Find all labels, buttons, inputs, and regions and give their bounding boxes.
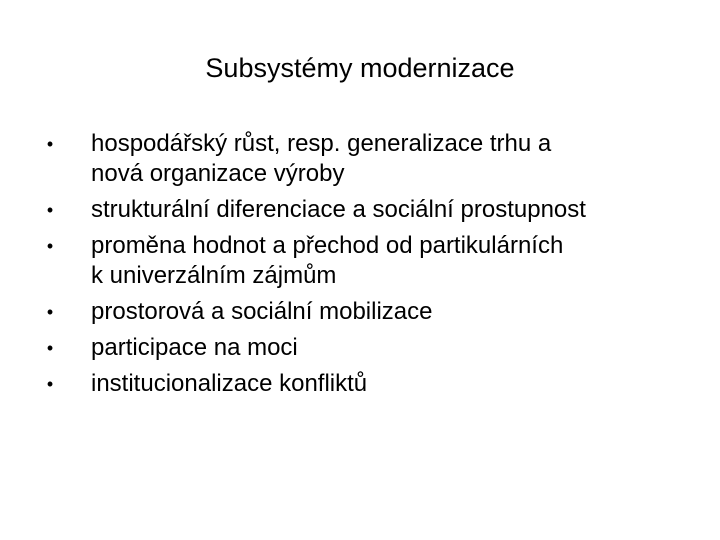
bullet-text: strukturální diferenciace a sociální prostupnost bbox=[91, 196, 586, 223]
bullet-text: proměna hodnot a přechod od partikulárních k univerzálním zájmům bbox=[91, 232, 564, 289]
bullet-item bbox=[0, 129, 720, 189]
bullet-icon: • bbox=[46, 374, 54, 394]
bullet-text: prostorová a sociální mobilizace bbox=[91, 298, 433, 325]
bullet-text: institucionalizace konfliktů bbox=[91, 370, 368, 397]
bullet-item bbox=[0, 297, 720, 327]
bullet-list bbox=[0, 129, 720, 405]
bullet-icon: • bbox=[46, 134, 54, 154]
bullet-item bbox=[0, 333, 720, 363]
slide-title: Subsystémy modernizace bbox=[205, 53, 515, 83]
bullet-item bbox=[0, 369, 720, 399]
bullet-icon: • bbox=[46, 338, 54, 358]
bullet-text: hospodářský růst, resp. generalizace trhu a nová organizace výroby bbox=[91, 130, 552, 187]
bullet-icon: • bbox=[46, 302, 54, 322]
bullet-item bbox=[0, 231, 720, 291]
bullet-text: participace na moci bbox=[91, 334, 298, 361]
bullet-icon: • bbox=[46, 200, 54, 220]
bullet-icon: • bbox=[46, 236, 54, 256]
bullet-item bbox=[0, 195, 720, 225]
